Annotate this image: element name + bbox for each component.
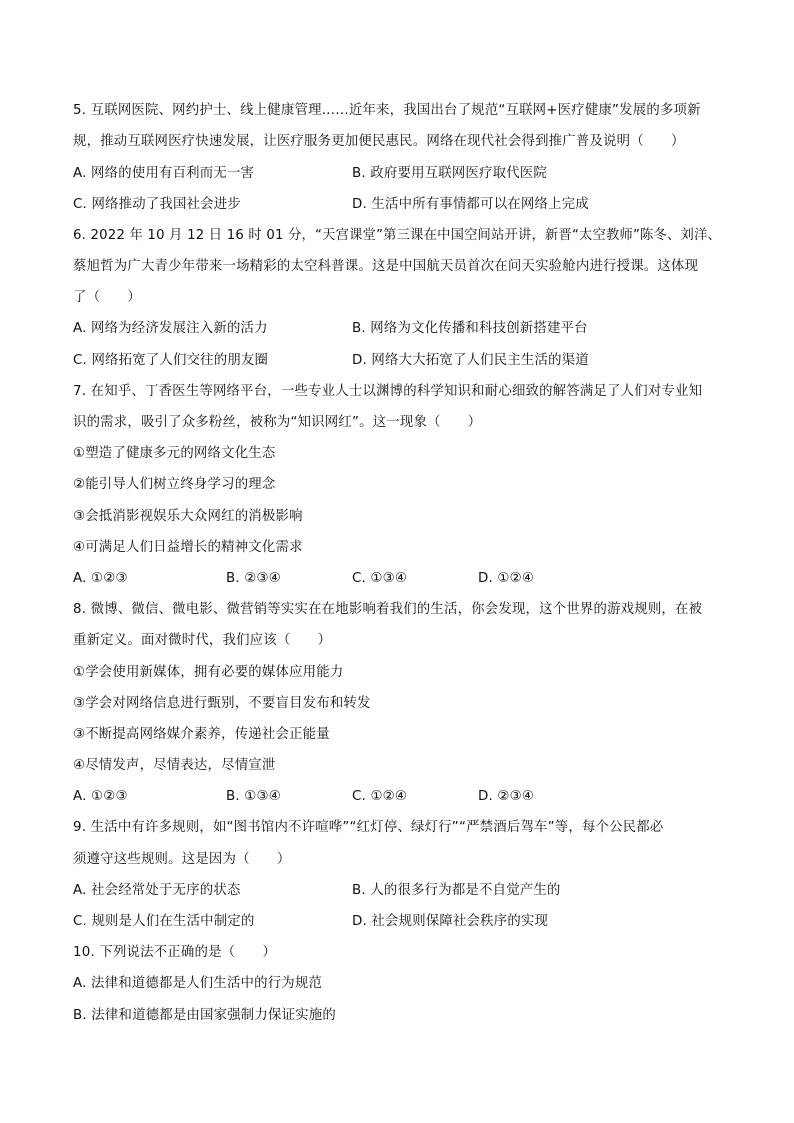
question-6-stem-line-2: 蔡旭哲为广大青少年带来一场精彩的太空科普课。这是中国航天员首次在问天实验舱内进行授课。这体现 [73, 259, 699, 274]
question-7-statement-3: ③会抵消影视娱乐大众网红的消极影响 [73, 509, 303, 524]
question-8-statement-3: ③不断提高网络媒介素养，传递社会正能量 [73, 727, 330, 742]
question-9-option-b[interactable]: B. 人的很多行为都是不自觉产生的 [352, 883, 561, 898]
question-8-statement-2: ③学会对网络信息进行甄别，不要盲目发布和转发 [73, 696, 371, 711]
question-9-stem-line-1: 9. 生活中有许多规则，如“图书馆内不许喧哗”“红灯停、绿灯行”“严禁酒后驾车”等，每个公民都必 [73, 820, 664, 835]
question-5-option-c[interactable]: C. 网络推动了我国社会进步 [73, 197, 241, 212]
question-6-option-c[interactable]: C. 网络拓宽了人们交往的朋友圈 [73, 353, 269, 368]
question-7-statement-4: ④可满足人们日益增长的精神文化需求 [73, 540, 303, 555]
question-8-statement-1: ①学会使用新媒体，拥有必要的媒体应用能力 [73, 665, 344, 680]
question-9-option-c[interactable]: C. 规则是人们在生活中制定的 [73, 914, 255, 929]
question-7-option-c[interactable]: C. ①③④ [352, 571, 408, 586]
question-6-option-b[interactable]: B. 网络为文化传播和科技创新搭建平台 [352, 321, 588, 336]
question-5-option-d[interactable]: D. 生活中所有事情都可以在网络上完成 [352, 197, 589, 212]
question-5-option-b[interactable]: B. 政府要用互联网医疗取代医院 [352, 166, 547, 181]
question-7-stem-line-2: 识的需求，吸引了众多粉丝，被称为“知识网红”。这一现象（ ） [73, 415, 482, 430]
question-5-stem-line-2: 规，推动互联网医疗快速发展，让医疗服务更加便民惠民。网络在现代社会得到推广普及说明（ ） [73, 134, 685, 149]
question-6-option-a[interactable]: A. 网络为经济发展注入新的活力 [73, 321, 268, 336]
question-10-option-b[interactable]: B. 法律和道德都是由国家强制力保证实施的 [73, 1008, 336, 1023]
question-8-option-d[interactable]: D. ②③④ [478, 789, 535, 804]
question-8-statement-4: ④尽情发声，尽情表达，尽情宣泄 [73, 758, 276, 773]
question-7-option-a[interactable]: A. ①②③ [73, 571, 128, 586]
question-10-stem-line-1: 10. 下列说法不正确的是（ ） [73, 945, 277, 960]
question-8-stem-line-2: 重新定义。面对微时代，我们应该（ ） [73, 633, 332, 648]
question-9-option-d[interactable]: D. 社会规则保障社会秩序的实现 [352, 914, 549, 929]
question-8-option-c[interactable]: C. ①②④ [352, 789, 408, 804]
question-7-stem-line-1: 7. 在知乎、丁香医生等网络平台，一些专业人士以渊博的科学知识和耐心细致的解答满足了人们对专业知 [73, 384, 703, 399]
question-7-option-b[interactable]: B. ②③④ [226, 571, 281, 586]
question-8-stem-line-1: 8. 微博、微信、微电影、微营销等实实在在地影响着我们的生活，你会发现，这个世界的游戏规则，在被 [73, 602, 703, 617]
question-5-stem-line-1: 5. 互联网医院、网约护士、线上健康管理……近年来，我国出台了规范“互联网+医疗健康”发展的多项新 [73, 103, 701, 118]
question-6-stem-line-1: 6. 2022 年 10 月 12 日 16 时 01 分，“天宫课堂”第三课在中国空间站开讲，新晋“太空教师”陈冬、刘洋、 [73, 228, 721, 243]
question-10-option-a[interactable]: A. 法律和道德都是人们生活中的行为规范 [73, 976, 323, 991]
question-9-stem-line-2: 须遵守这些规则。这是因为（ ） [73, 852, 291, 867]
question-5-option-a[interactable]: A. 网络的使用有百利而无一害 [73, 166, 255, 181]
question-7-option-d[interactable]: D. ①②④ [478, 571, 535, 586]
question-9-option-a[interactable]: A. 社会经常处于无序的状态 [73, 883, 241, 898]
question-7-statement-1: ①塑造了健康多元的网络文化生态 [73, 446, 276, 461]
question-7-statement-2: ②能引导人们树立终身学习的理念 [73, 477, 276, 492]
question-8-option-b[interactable]: B. ①③④ [226, 789, 281, 804]
question-8-option-a[interactable]: A. ①②③ [73, 789, 128, 804]
question-6-stem-line-3: 了（ ） [73, 290, 141, 305]
question-6-option-d[interactable]: D. 网络大大拓宽了人们民主生活的渠道 [352, 353, 589, 368]
